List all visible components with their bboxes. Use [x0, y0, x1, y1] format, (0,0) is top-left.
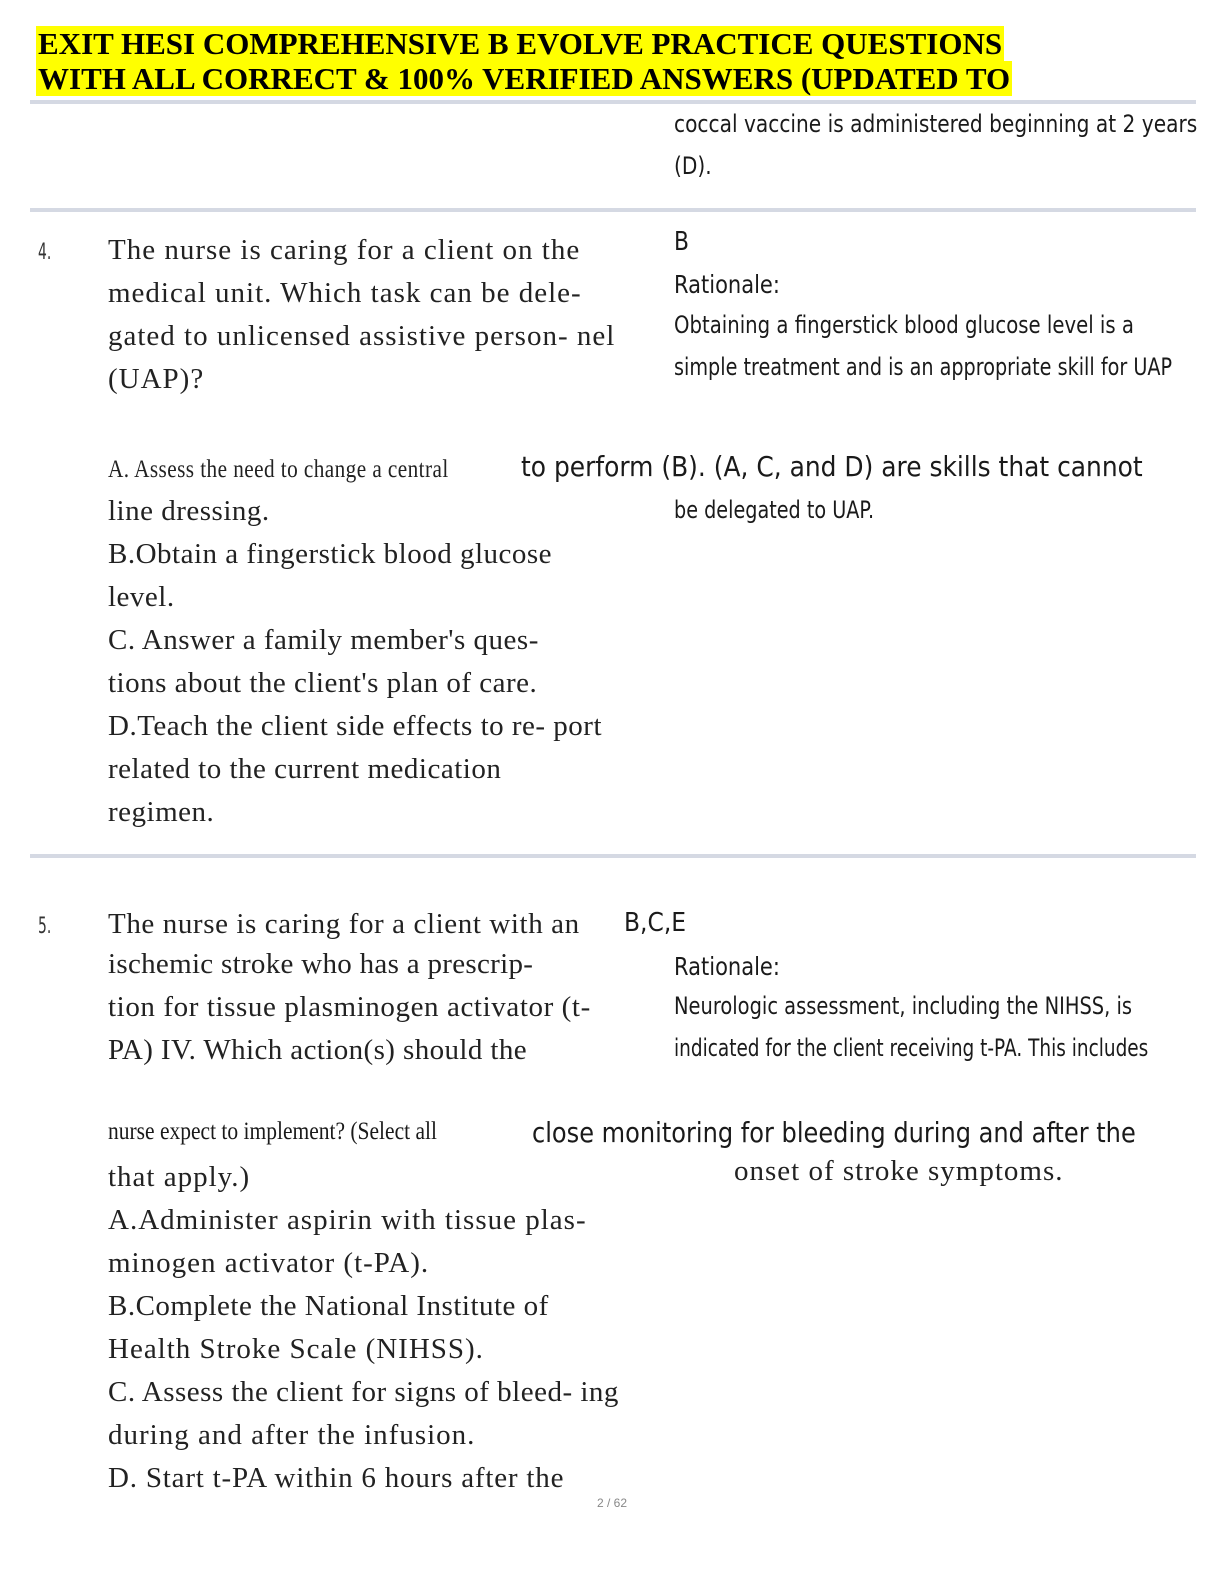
option-a	[108, 452, 509, 485]
option-text: Teach the client side effects to re- port	[137, 710, 603, 742]
option-text: regimen.	[108, 796, 215, 828]
option-text: line dressing.	[108, 495, 270, 527]
question-stem-line: nurse expect to implement? (Select all	[108, 1118, 437, 1145]
option-b	[108, 1290, 549, 1323]
option-text: Start t-PA within 6 hours after the	[145, 1462, 565, 1494]
option-letter: B.	[108, 1290, 136, 1322]
option-text: Assess the client for signs of bleed- ing	[141, 1376, 619, 1408]
rationale-line: indicated for the client receiving t-PA. This includes	[674, 1034, 1149, 1062]
option-b	[108, 538, 552, 571]
option-letter: C.	[108, 624, 136, 656]
question-stem-line: tion for tissue plasminogen activator (t-	[108, 991, 591, 1023]
option-text: minogen activator (t-PA).	[108, 1247, 430, 1279]
question-number: 4.	[38, 240, 52, 265]
question-stem-line: The nurse is caring for a client on the	[108, 234, 581, 266]
option-d	[108, 710, 602, 743]
question-stem-line: ischemic stroke who has a prescrip-	[108, 948, 534, 980]
question-stem-line: (UAP)?	[108, 363, 205, 395]
page-number: 2 / 62	[596, 1496, 628, 1510]
rationale-line: close monitoring for bleeding during and after the	[532, 1116, 1136, 1149]
option-text: Health Stroke Scale (NIHSS).	[108, 1333, 484, 1365]
rationale-line: be delegated to UAP.	[674, 496, 875, 524]
prev-rationale-line: (D).	[674, 152, 712, 180]
question-number: 5.	[38, 914, 52, 939]
option-text: Complete the National Institute of	[135, 1290, 549, 1322]
divider	[30, 854, 1196, 858]
option-c	[108, 624, 539, 657]
rationale-line: to perform (B). (A, C, and D) are skills that cannot	[521, 450, 1143, 483]
answer-key: B,C,E	[624, 908, 687, 938]
option-letter: A.	[108, 1204, 139, 1236]
option-text: Assess the need to change a central	[134, 456, 449, 483]
title-line-1: EXIT HESI COMPREHENSIVE B EVOLVE PRACTICE QUESTIONS	[38, 26, 1003, 61]
option-text: related to the current medication	[108, 753, 502, 785]
option-letter: D.	[108, 1462, 138, 1494]
question-stem-line: PA) IV. Which action(s) should the	[108, 1034, 528, 1066]
option-text: level.	[108, 581, 175, 613]
option-a	[108, 1204, 587, 1237]
document-title	[36, 26, 1012, 96]
rationale-line: Neurologic assessment, including the NIHSS, is	[674, 992, 1133, 1020]
rationale-line: Obtaining a fingerstick blood glucose level is a	[674, 311, 1134, 339]
answer-key: B	[674, 227, 689, 257]
option-letter: B.	[108, 538, 136, 570]
question-stem-line: that apply.)	[108, 1161, 251, 1193]
rationale-line: simple treatment and is an appropriate skill for UAP	[674, 353, 1173, 381]
rationale-label: Rationale:	[674, 270, 780, 299]
option-d	[108, 1462, 564, 1495]
question-stem-line: gated to unlicensed assistive person- nel	[108, 320, 616, 352]
title-line-2: WITH ALL CORRECT & 100% VERIFIED ANSWERS (UPDATED TO	[38, 61, 1011, 96]
option-letter: A.	[108, 456, 130, 483]
rationale-label: Rationale:	[674, 952, 780, 981]
option-text: Answer a family member's ques-	[141, 624, 539, 656]
divider	[30, 208, 1196, 212]
question-stem-line: The nurse is caring for a client with an	[108, 908, 580, 940]
option-text: Administer aspirin with tissue plas-	[138, 1204, 587, 1236]
option-text: tions about the client's plan of care.	[108, 667, 538, 699]
divider	[30, 100, 1196, 104]
option-c	[108, 1376, 619, 1409]
option-text: onset of stroke symptoms.	[734, 1155, 1064, 1187]
option-letter: D.	[108, 710, 138, 742]
option-text: during and after the infusion.	[108, 1419, 476, 1451]
prev-rationale-line: coccal vaccine is administered beginning at 2 years	[674, 110, 1198, 138]
option-letter: C.	[108, 1376, 136, 1408]
option-text: Obtain a fingerstick blood glucose	[135, 538, 553, 570]
question-stem-line: medical unit. Which task can be dele-	[108, 277, 582, 309]
